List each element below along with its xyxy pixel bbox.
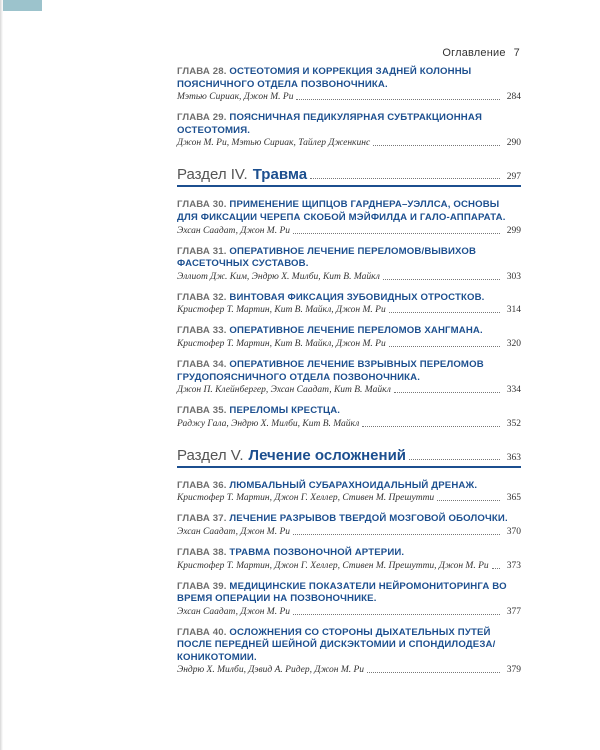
chapter-heading	[177, 480, 521, 493]
header-page-number: 7	[513, 47, 520, 59]
chapter-heading	[177, 547, 521, 560]
chapter-page: 320	[506, 338, 521, 349]
chapter-label: ГЛАВА 28.	[177, 66, 227, 77]
chapter-authors: Джон П. Клейнбергер, Эхсан Саадат, Кит В. Майкл	[177, 385, 391, 396]
section-label: Раздел IV.	[177, 166, 248, 184]
header-title: Оглавление	[442, 47, 506, 59]
author-line	[177, 418, 521, 430]
dot-leader	[293, 233, 500, 234]
author-line	[177, 492, 521, 504]
author-line	[177, 271, 521, 283]
toc-entry[interactable]	[177, 513, 521, 538]
dot-leader	[293, 534, 500, 535]
chapter-label: ГЛАВА 38.	[177, 546, 227, 558]
section-page: 363	[506, 452, 521, 463]
chapter-label: ГЛАВА 40.	[177, 626, 227, 638]
chapter-authors: Эхсан Саадат, Джон М. Ри	[177, 225, 291, 236]
chapter-authors: Кристофер Т. Мартин, Кит В. Майкл, Джон М. Ри	[177, 338, 386, 349]
table-of-contents	[177, 66, 521, 685]
chapter-title: ПРИМЕНЕНИЕ ЩИПЦОВ ГАРДНЕРА–УЭЛЛСА, ОСНОВЫ ДЛЯ ФИКСАЦИИ ЧЕРЕПА СКОБОЙ МЭЙФИЛДА И ГАЛО-АППАРАТА.	[177, 199, 506, 223]
dot-leader	[409, 459, 500, 460]
dot-leader	[394, 392, 500, 393]
dot-leader	[389, 312, 500, 313]
chapter-title: ОСТЕОТОМИЯ И КОРРЕКЦИЯ ЗАДНЕЙ КОЛОННЫ ПОЯСНИЧНОГО ОТДЕЛА ПОЗВОНОЧНИКА.	[177, 66, 472, 90]
toc-entry[interactable]	[177, 547, 521, 572]
author-line	[177, 338, 521, 350]
chapter-page: 373	[506, 560, 521, 571]
dot-leader	[492, 568, 500, 569]
chapter-title: ПОЯСНИЧНАЯ ПЕДИКУЛЯРНАЯ СУБТРАКЦИОННАЯ ОСТЕОТОМИЯ.	[177, 112, 482, 136]
toc-entry[interactable]	[177, 246, 521, 283]
chapter-title: ЛЕЧЕНИЕ РАЗРЫВОВ ТВЕРДОЙ МОЗГОВОЙ ОБОЛОЧКИ.	[229, 513, 508, 525]
author-line	[177, 91, 521, 103]
toc-entry[interactable]	[177, 292, 521, 317]
chapter-heading	[177, 513, 521, 526]
chapter-authors: Эллиот Дж. Ким, Эндрю Х. Милби, Кит В. Майкл	[177, 271, 380, 282]
chapter-authors: Эхсан Саадат, Джон М. Ри	[177, 606, 291, 617]
toc-entry[interactable]	[177, 325, 521, 350]
chapter-heading	[177, 292, 521, 305]
chapter-page: 352	[506, 418, 521, 429]
chapter-title: ОПЕРАТИВНОЕ ЛЕЧЕНИЕ ПЕРЕЛОМОВ ХАНГМАНА.	[229, 325, 483, 337]
chapter-page: 290	[506, 138, 521, 149]
chapter-heading	[177, 581, 521, 606]
chapter-heading	[177, 325, 521, 338]
author-line	[177, 606, 521, 618]
dot-leader	[293, 614, 500, 615]
author-line	[177, 225, 521, 237]
dot-leader	[367, 672, 500, 673]
chapter-page: 314	[506, 305, 521, 316]
chapter-label: ГЛАВА 39.	[177, 580, 227, 592]
dot-leader	[437, 500, 500, 501]
chapter-title: ВИНТОВАЯ ФИКСАЦИЯ ЗУБОВИДНЫХ ОТРОСТКОВ.	[229, 291, 485, 303]
running-header	[442, 47, 520, 59]
page-edge-shadow	[0, 0, 3, 750]
chapter-page: 303	[506, 271, 521, 282]
toc-entry[interactable]	[177, 359, 521, 396]
chapter-label: ГЛАВА 33.	[177, 325, 227, 337]
author-line	[177, 384, 521, 396]
chapter-title: ПЕРЕЛОМЫ КРЕСТЦА.	[229, 405, 341, 417]
chapter-label: ГЛАВА 36.	[177, 479, 227, 491]
toc-entry[interactable]	[177, 199, 521, 236]
chapter-label: ГЛАВА 31.	[177, 245, 227, 257]
chapter-page: 284	[506, 92, 521, 103]
chapter-label: ГЛАВА 30.	[177, 199, 227, 211]
chapter-heading	[177, 66, 521, 91]
toc-entry[interactable]	[177, 405, 521, 430]
chapter-title: ТРАВМА ПОЗВОНОЧНОЙ АРТЕРИИ.	[229, 546, 405, 558]
toc-entry[interactable]	[177, 627, 521, 677]
chapter-authors: Мэтью Сириак, Джон М. Ри	[177, 92, 294, 103]
chapter-label: ГЛАВА 35.	[177, 405, 227, 417]
chapter-authors: Джон М. Ри, Мэтью Сириак, Тайлер Дженкинс	[177, 138, 371, 149]
dot-leader	[362, 426, 500, 427]
chapter-title: ОПЕРАТИВНОЕ ЛЕЧЕНИЕ ПЕРЕЛОМОВ/ВЫВИХОВ ФАСЕТОЧНЫХ СУСТАВОВ.	[177, 245, 477, 270]
chapter-heading	[177, 359, 521, 384]
chapter-heading	[177, 405, 521, 418]
section-page: 297	[506, 172, 521, 183]
section-rule	[177, 185, 521, 187]
author-line	[177, 304, 521, 316]
section-rule	[177, 466, 521, 468]
section-line	[177, 447, 521, 464]
corner-color-tab	[0, 0, 42, 11]
chapter-authors: Раджу Гала, Эндрю Х. Милби, Кит В. Майкл	[177, 418, 360, 429]
dot-leader	[310, 178, 500, 179]
section-5-chapters	[177, 480, 521, 677]
dot-leader	[296, 99, 500, 100]
chapter-title: МЕДИЦИНСКИЕ ПОКАЗАТЕЛИ НЕЙРОМОНИТОРИНГА ВО ВРЕМЯ ОПЕРАЦИИ НА ПОЗВОНОЧНИКЕ.	[177, 580, 507, 605]
chapter-page: 334	[506, 385, 521, 396]
chapter-page: 377	[506, 606, 521, 617]
author-line	[177, 664, 521, 676]
dot-leader	[373, 145, 500, 146]
toc-entry[interactable]	[177, 581, 521, 618]
section-title: Лечение осложнений	[248, 446, 407, 464]
section-line	[177, 166, 521, 183]
toc-entry[interactable]	[177, 480, 521, 505]
part-continuation	[177, 66, 521, 149]
chapter-heading	[177, 246, 521, 271]
dot-leader	[389, 346, 500, 347]
chapter-authors: Кристофер Т. Мартин, Кит В. Майкл, Джон М. Ри	[177, 305, 386, 316]
section-label: Раздел V.	[177, 446, 244, 464]
chapter-label: ГЛАВА 34.	[177, 358, 227, 370]
chapter-title: ЛЮМБАЛЬНЫЙ СУБАРАХНОИДАЛЬНЫЙ ДРЕНАЖ.	[229, 479, 478, 491]
author-line	[177, 560, 521, 572]
toc-entry[interactable]	[177, 66, 521, 103]
chapter-title: ОСЛОЖНЕНИЯ СО СТОРОНЫ ДЫХАТЕЛЬНЫХ ПУТЕЙ ПОСЛЕ ПЕРЕДНЕЙ ШЕЙНОЙ ДИСКЭКТОМИИ И СПОНДИЛОДЕЗА/ КОНИКОТОМИИ.	[177, 626, 496, 663]
chapter-authors: Эндрю Х. Милби, Дэвид А. Ридер, Джон М. Ри	[177, 665, 365, 676]
chapter-page: 299	[506, 225, 521, 236]
author-line	[177, 526, 521, 538]
chapter-heading	[177, 199, 521, 224]
chapter-heading	[177, 627, 521, 665]
dot-leader	[383, 279, 500, 280]
author-line	[177, 137, 521, 149]
section-heading-5[interactable]	[177, 447, 521, 468]
toc-entry[interactable]	[177, 112, 521, 149]
chapter-authors: Эхсан Саадат, Джон М. Ри	[177, 526, 291, 537]
chapter-label: ГЛАВА 29.	[177, 112, 227, 124]
chapter-page: 370	[506, 526, 521, 537]
section-title: Травма	[252, 166, 308, 184]
chapter-authors: Кристофер Т. Мартин, Джон Г. Хеллер, Стивен М. Прешутти	[177, 493, 435, 504]
chapter-page: 379	[506, 665, 521, 676]
chapter-heading	[177, 112, 521, 137]
chapter-page: 365	[506, 493, 521, 504]
chapter-label: ГЛАВА 32.	[177, 291, 227, 303]
section-4-chapters	[177, 199, 521, 429]
chapter-authors: Кристофер Т. Мартин, Джон Г. Хеллер, Стивен М. Прешутти, Джон М. Ри	[177, 560, 489, 571]
chapter-title: ОПЕРАТИВНОЕ ЛЕЧЕНИЕ ВЗРЫВНЫХ ПЕРЕЛОМОВ ГРУДОПОЯСНИЧНОГО ОТДЕЛА ПОЗВОНОЧНИКА.	[177, 358, 484, 383]
section-heading-4[interactable]	[177, 166, 521, 187]
chapter-label: ГЛАВА 37.	[177, 513, 227, 525]
